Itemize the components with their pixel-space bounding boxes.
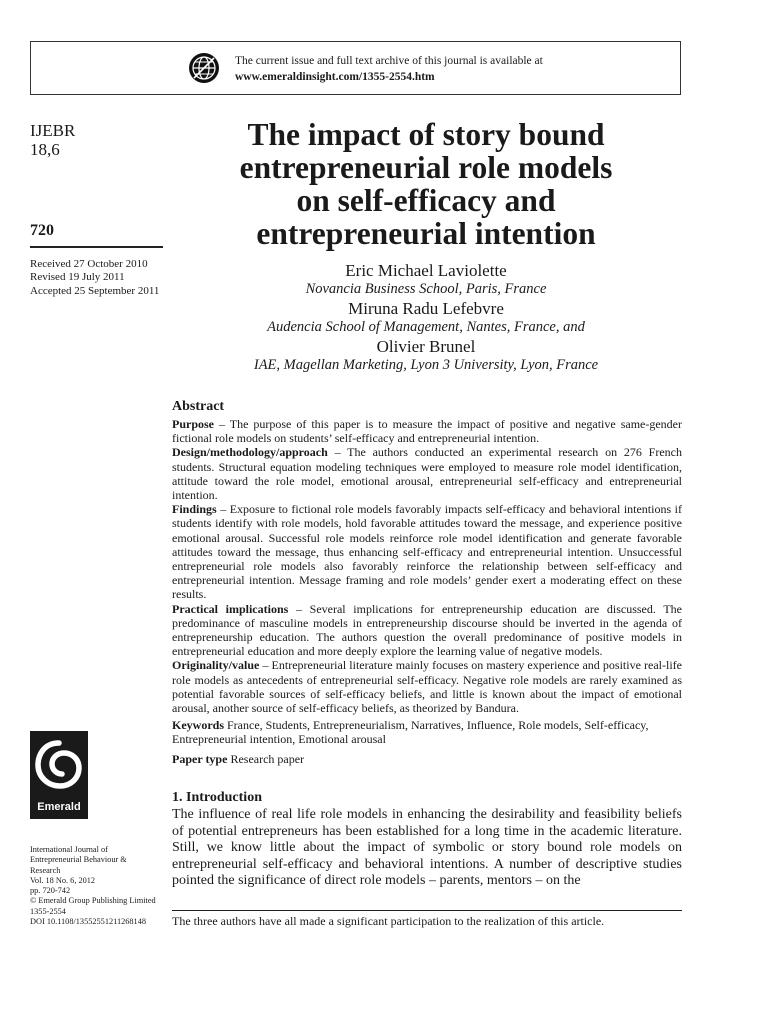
- keywords-text: France, Students, Entrepreneurialism, Narratives, Influence, Role models, Self-efficacy, Entrepreneurial intention, Emotional arousal: [172, 718, 649, 747]
- page-number: 720: [30, 222, 54, 239]
- abstract-section-purpose: [172, 417, 682, 445]
- journal-info-line: International Journal of: [30, 845, 108, 854]
- title-line: The impact of story bound: [247, 117, 605, 152]
- author-affiliation: Novancia Business School, Paris, France: [305, 281, 547, 297]
- journal-availability-box: [30, 41, 681, 95]
- section-body: The influence of real life role models in enhancing the desirability and feasibility beliefs of potential entrepreneurs has been established for a long time in the academic literature. Still, we know little about the impact of symbolic or story bound role models on entrepreneurial self-efficacy and behavioral intentions. A number of descriptive studies pointed the significance of direct role models – parents, mentors – on the: [172, 807, 682, 889]
- paper-type-label: Paper type: [172, 751, 228, 766]
- header-text: [235, 53, 543, 85]
- footnote: The three authors have all made a significant participation to the realization of this article.: [172, 914, 605, 928]
- keywords: [172, 718, 682, 746]
- journal-info-line: DOI 10.1108/13552551211268148: [30, 917, 146, 927]
- abstract-section-implications: [172, 602, 682, 659]
- journal-info-line: © Emerald Group Publishing Limited: [30, 896, 156, 906]
- section-text: – The purpose of this paper is to measure the impact of positive and negative same-gender fictional role models on students’ self-efficacy and entrepreneurial intention.: [172, 417, 682, 446]
- volume-issue: 18,6: [30, 140, 60, 159]
- title-line: entrepreneurial intention: [256, 216, 596, 251]
- journal-info-line: Vol. 18 No. 6, 2012: [30, 875, 96, 885]
- availability-line: The current issue and full text archive of this journal is available at: [235, 55, 543, 67]
- submission-dates: [30, 258, 159, 298]
- paper-type-text: Research paper: [227, 751, 305, 766]
- section-text: – Entrepreneurial literature mainly focuses on mastery experience and positive real-life role models as antecedents of entrepreneurial self-efficacy. Negative role models are rarely examined as potential favorable sources of self-efficacy beliefs, and little is known about the impact of emotional arousal, another source of self-efficacy beliefs, as theorized by Bandura.: [172, 658, 682, 716]
- footnote-divider: [172, 910, 682, 911]
- abstract-section-originality: [172, 658, 682, 715]
- section-text: – Exposure to fictional role models favorably impacts self-efficacy and behavioral intentions if students identify with role models, hold favorable attitudes toward the message, and experience positive emotional arousal. Successful role models reinforce role model identification and generate favorable attitudes toward the message, thus enhancing self-efficacy and entrepreneurial intention. Unsuccessful entrepreneurial role models also favorably reinforce the relationship between self-efficacy and entrepreneurial intention. Message framing and role models’ gender exert a moderating effect on these results.: [172, 502, 682, 602]
- author-affiliation: IAE, Magellan Marketing, Lyon 3 University, Lyon, France: [253, 357, 599, 373]
- abstract-heading: Abstract: [172, 399, 225, 414]
- journal-info-line: Entrepreneurial Behaviour &: [30, 855, 127, 865]
- author-name: Miruna Radu Lefebvre: [348, 299, 504, 318]
- emerald-globe-icon: [188, 52, 220, 84]
- accepted-date: Accepted 25 September 2011: [30, 284, 160, 297]
- section-label: Originality/value: [172, 658, 260, 673]
- introduction-section: [172, 789, 682, 890]
- keywords-label: Keywords: [172, 718, 224, 733]
- emerald-logo: [30, 731, 88, 819]
- section-label: Practical implications: [172, 601, 289, 616]
- title-line: on self-efficacy and: [296, 183, 556, 218]
- emerald-swirl-icon: [30, 735, 88, 795]
- abstract-section-findings: [172, 502, 682, 601]
- article-title: [172, 118, 680, 250]
- journal-abbrev: IJEBR: [30, 121, 76, 140]
- emerald-wordmark: Emerald: [37, 801, 81, 813]
- section-text: – Several implications for entrepreneurship education are discussed. The predominance of masculine models in entrepreneurship discourse should be inverted in the agenda of entrepreneurship education. The authors question the overall predominance of positive models in entrepreneurial education and more deeply explore the learning value of negative models.: [172, 601, 682, 659]
- section-text: – The authors conducted an experimental research on 276 French students. Structural equation modeling techniques were employed to measure role model identification, attitude toward the role model, emotional arousal, entrepreneurial self-efficacy and entrepreneurial intention.: [172, 445, 682, 503]
- section-label: Design/methodology/approach: [172, 445, 328, 460]
- paper-type: [172, 752, 682, 766]
- author-list: [172, 261, 680, 375]
- author-affiliation: Audencia School of Management, Nantes, France, and: [267, 319, 585, 335]
- journal-code: [30, 121, 75, 159]
- received-date: Received 27 October 2010: [30, 258, 148, 270]
- journal-info-line: 1355-2554: [30, 906, 66, 916]
- section-heading: 1. Introduction: [172, 790, 262, 805]
- sidebar-divider: [30, 246, 163, 248]
- abstract-section-design: [172, 445, 682, 502]
- section-label: Findings: [172, 502, 217, 517]
- author-name: Olivier Brunel: [376, 337, 476, 356]
- journal-info-line: pp. 720-742: [30, 886, 71, 896]
- journal-info-line: Research: [30, 865, 61, 875]
- revised-date: Revised 19 July 2011: [30, 271, 125, 284]
- title-line: entrepreneurial role models: [239, 150, 613, 185]
- journal-info: [30, 845, 166, 927]
- abstract: [172, 397, 682, 766]
- author-name: Eric Michael Laviolette: [345, 261, 507, 280]
- journal-url-link[interactable]: www.emeraldinsight.com/1355-2554.htm: [235, 71, 435, 83]
- section-label: Purpose: [172, 417, 214, 431]
